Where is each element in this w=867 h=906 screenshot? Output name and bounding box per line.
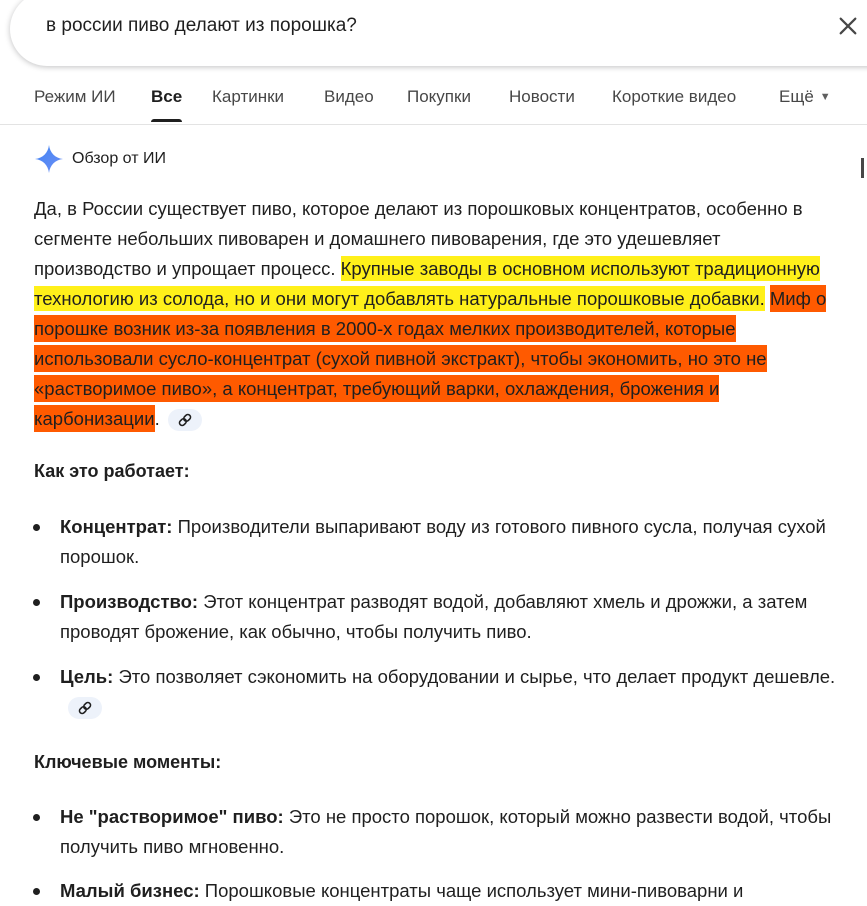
how-it-works-heading: Как это работает: (34, 461, 190, 481)
list-item-term: Не "растворимое" пиво: (60, 806, 284, 827)
list-item (60, 587, 840, 647)
tab-short-videos[interactable]: Короткие видео (612, 87, 737, 106)
list-item-term: Производство: (60, 591, 199, 612)
highlight-orange-text: Миф о порошке возник из-за появления в 2000-х годах мелких производителей, которые использовали сусло-концентрат (сухой пивной экстракт), чтобы экономить, но это не «растворимое пиво», а концентрат, требующий варки, охлаждения, брожения и карбонизации (34, 285, 826, 432)
list-item-text: Этот концентрат разводят водой, добавляют хмель и дрожжи, а затем проводят брожение, как обычно, чтобы получить пиво. (60, 591, 808, 642)
tools-edge (861, 158, 864, 178)
list-item (60, 662, 840, 722)
ai-sparkle-icon (34, 144, 64, 174)
tab-more-label: Ещё (779, 87, 814, 106)
summary-end: . (154, 408, 160, 429)
tabs-divider (0, 124, 867, 125)
search-bar[interactable] (10, 0, 867, 66)
list-item-term: Концентрат: (60, 516, 173, 537)
list-item (60, 802, 840, 862)
search-tabs (0, 72, 867, 124)
dropdown-arrow-icon: ▼ (819, 91, 831, 103)
list-item-text: Это не просто порошок, который можно развести водой, чтобы получить пиво мгновенно. (60, 806, 832, 857)
ai-overview-title: Обзор от ИИ (72, 150, 166, 167)
active-tab-indicator (151, 119, 182, 122)
list-item-text: Это позволяет сэкономить на оборудовании и сырье, что делает продукт дешевле. (113, 666, 836, 687)
tab-shopping[interactable]: Покупки (407, 87, 471, 106)
list-item-term: Малый бизнес: (60, 880, 200, 901)
clear-search-button[interactable] (832, 10, 864, 42)
tab-all[interactable]: Все (151, 87, 183, 106)
tab-ai-mode[interactable]: Режим ИИ (34, 87, 116, 106)
list-item-term: Цель: (60, 666, 114, 687)
link-icon (177, 412, 193, 428)
tab-news[interactable]: Новости (509, 87, 575, 106)
ai-overview-header (34, 144, 166, 174)
list-item (60, 876, 867, 906)
highlight-yellow-text: Крупные заводы в основном используют традиционную технологию из солода, но и они могут добавлять натуральные порошковые добавки. (34, 258, 820, 309)
link-icon (77, 700, 93, 716)
key-points-heading: Ключевые моменты: (34, 752, 222, 772)
tab-images[interactable]: Картинки (212, 87, 285, 106)
list-item (60, 512, 840, 572)
close-icon (837, 15, 859, 37)
search-input[interactable]: в россии пиво делают из порошка? (46, 15, 357, 36)
list-item-text: Производители выпаривают воду из готового пивного сусла, получая сухой порошок. (60, 516, 826, 567)
summary-text: Да, в России существует пиво, которое делают из порошковых концентратов, особенно в сегменте небольших пивоварен и домашнего пивоварения, где это удешевляет производство и упрощает процесс. (34, 198, 803, 279)
source-link-button[interactable] (68, 697, 102, 719)
ai-overview-summary (34, 194, 834, 434)
tab-more[interactable] (779, 87, 831, 107)
tab-videos[interactable]: Видео (324, 87, 374, 106)
list-item-text: Порошковые концентраты чаще использует мини-пивоварни и (199, 880, 744, 901)
source-link-button[interactable] (168, 409, 202, 431)
